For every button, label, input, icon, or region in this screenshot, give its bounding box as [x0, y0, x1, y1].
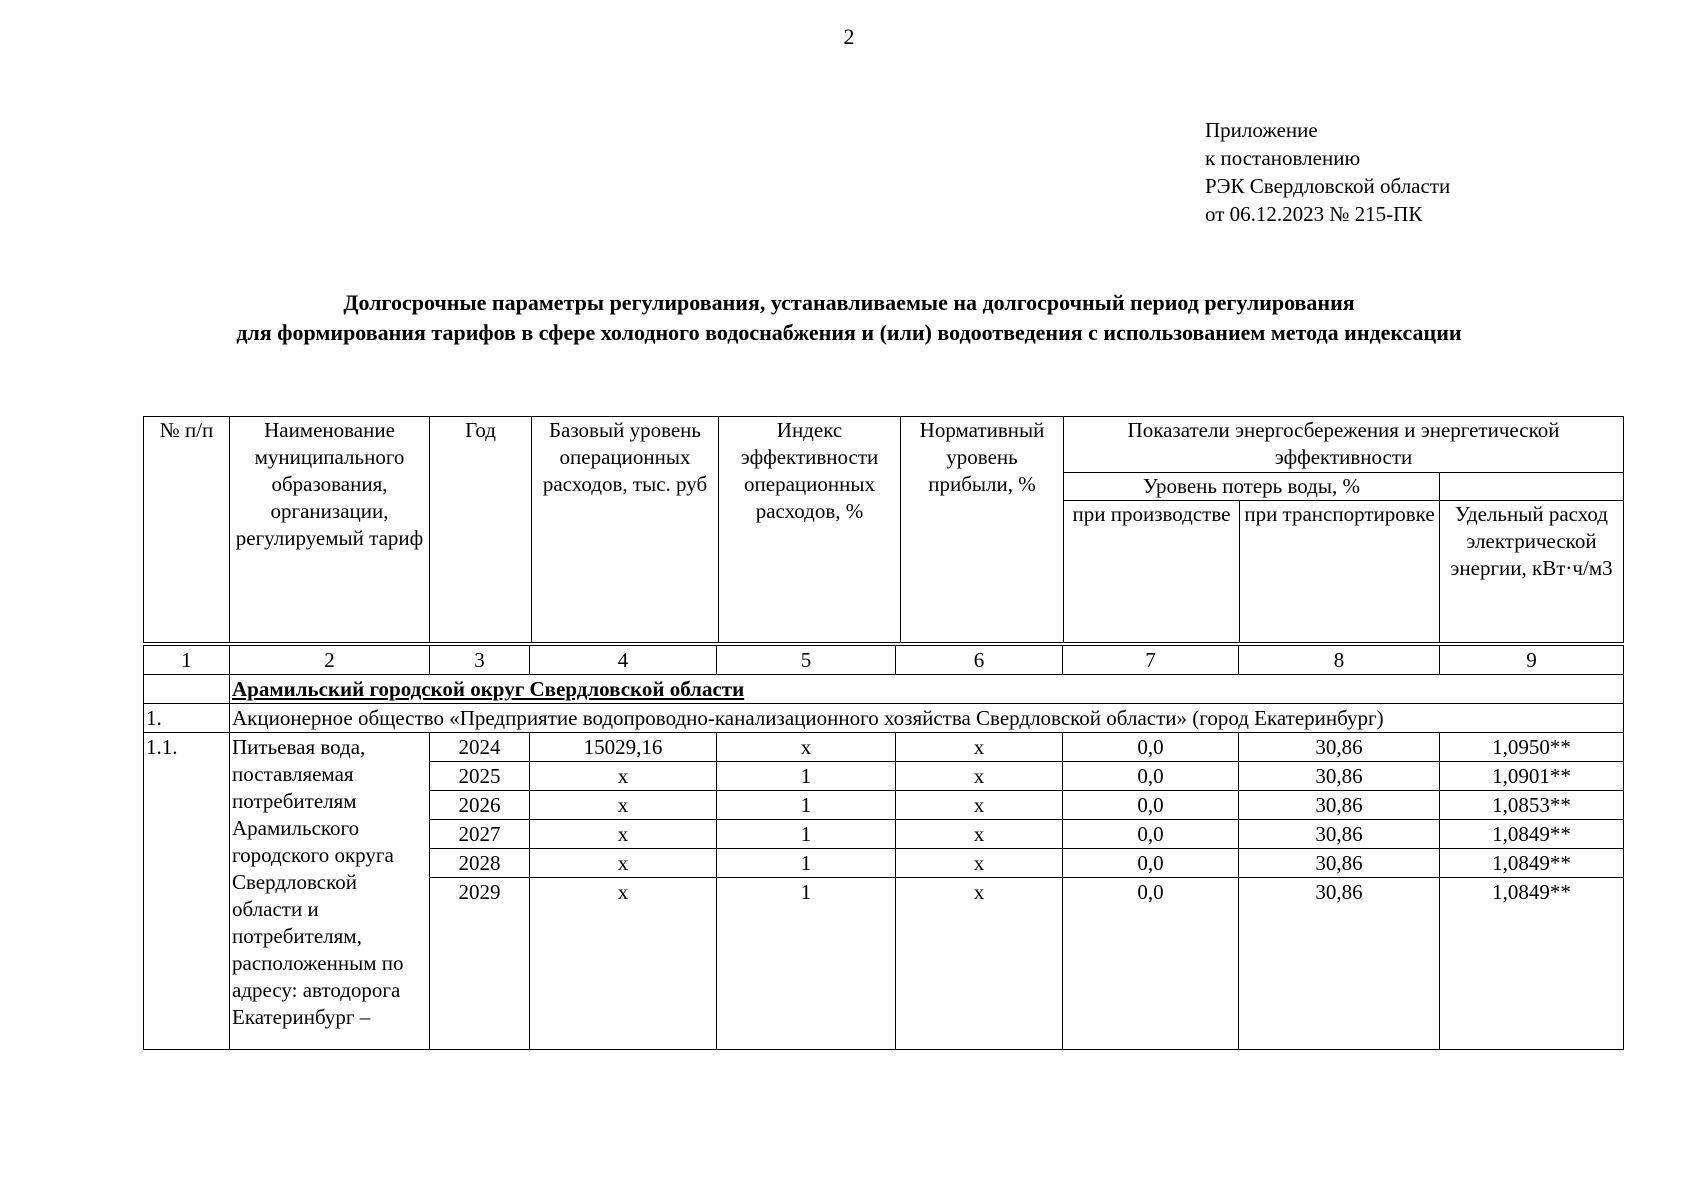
cell-index: 1: [717, 791, 896, 820]
cell-year: 2026: [430, 791, 530, 820]
column-number: 1: [144, 646, 230, 675]
header-name: Наименование муниципального образования, организации, регулируемый тариф: [230, 417, 430, 643]
cell-transport: 30,86: [1239, 733, 1440, 762]
header-transport: при транспортировке: [1240, 501, 1440, 643]
title-line: Долгосрочные параметры регулирования, устанавливаемые на долгосрочный период регулирования: [343, 290, 1355, 315]
column-number: 9: [1440, 646, 1624, 675]
municipality-name: Арамильский городской округ Свердловской области: [230, 675, 1624, 704]
organization-row: [144, 704, 1624, 733]
cell-index: 1: [717, 849, 896, 878]
cell-base: x: [530, 762, 717, 791]
cell-year: 2024: [430, 733, 530, 762]
header-empty: [1440, 473, 1624, 501]
cell-year: 2025: [430, 762, 530, 791]
cell-transport: 30,86: [1239, 820, 1440, 849]
cell-index: x: [717, 733, 896, 762]
cell-profit: x: [896, 733, 1063, 762]
header-base-opex: Базовый уровень операционных расходов, тыс. руб: [532, 417, 719, 643]
cell-electricity: 1,0853**: [1440, 791, 1624, 820]
document-title: [0, 288, 1698, 348]
organization-name: Акционерное общество «Предприятие водопроводно-канализационного хозяйства Свердловской области» (город Екатеринбург): [230, 704, 1624, 733]
cell-electricity: 1,0901**: [1440, 762, 1624, 791]
column-number: 7: [1063, 646, 1239, 675]
municipality-row: [144, 675, 1624, 704]
empty-cell: [144, 675, 230, 704]
appendix-line: от 06.12.2023 № 215-ПК: [1205, 202, 1423, 226]
cell-index: 1: [717, 820, 896, 849]
cell-base: 15029,16: [530, 733, 717, 762]
cell-transport: 30,86: [1239, 762, 1440, 791]
cell-index: 1: [717, 762, 896, 791]
cell-production: 0,0: [1063, 820, 1239, 849]
cell-base: x: [530, 849, 717, 878]
column-number: 5: [717, 646, 896, 675]
header-efficiency-index: Индекс эффективности операционных расходов, %: [719, 417, 901, 643]
cell-production: 0,0: [1063, 878, 1239, 1050]
cell-profit: x: [896, 791, 1063, 820]
cell-production: 0,0: [1063, 733, 1239, 762]
cell-profit: x: [896, 878, 1063, 1050]
cell-production: 0,0: [1063, 762, 1239, 791]
cell-transport: 30,86: [1239, 849, 1440, 878]
column-number: 3: [430, 646, 530, 675]
cell-profit: x: [896, 762, 1063, 791]
org-number: 1.: [144, 704, 230, 733]
cell-transport: 30,86: [1239, 878, 1440, 1050]
column-number: 4: [530, 646, 717, 675]
header-table: [143, 416, 1624, 643]
cell-production: 0,0: [1063, 849, 1239, 878]
title-line: для формирования тарифов в сфере холодного водоснабжения и (или) водоотведения с использованием метода индексации: [236, 320, 1462, 345]
cell-base: x: [530, 878, 717, 1050]
appendix-line: РЭК Свердловской области: [1205, 174, 1451, 198]
cell-year: 2027: [430, 820, 530, 849]
appendix-line: к постановлению: [1205, 146, 1361, 170]
column-number: 6: [896, 646, 1063, 675]
header-year: Год: [430, 417, 532, 643]
header-num: № п/п: [144, 417, 230, 643]
cell-transport: 30,86: [1239, 791, 1440, 820]
appendix-line: Приложение: [1205, 118, 1318, 142]
cell-electricity: 1,0950**: [1440, 733, 1624, 762]
item-number: 1.1.: [144, 733, 230, 1050]
column-number: 2: [230, 646, 430, 675]
cell-year: 2028: [430, 849, 530, 878]
header-electricity: Удельный расход электрической энергии, кВт·ч/м3: [1440, 501, 1624, 643]
cell-base: x: [530, 820, 717, 849]
cell-profit: x: [896, 849, 1063, 878]
cell-base: x: [530, 791, 717, 820]
header-energy-group: Показатели энергосбережения и энергетической эффективности: [1064, 417, 1624, 473]
item-name: Питьевая вода, поставляемая потребителям Арамильского городского округа Свердловской области и потребителям, расположенным по адресу: автодорога Екатеринбург –: [230, 733, 430, 1050]
table-row: [144, 733, 1624, 762]
column-number-row: [144, 646, 1624, 675]
cell-index: 1: [717, 878, 896, 1050]
cell-electricity: 1,0849**: [1440, 820, 1624, 849]
data-table: [143, 645, 1624, 1050]
column-number: 8: [1239, 646, 1440, 675]
cell-electricity: 1,0849**: [1440, 849, 1624, 878]
header-losses-group: Уровень потерь воды, %: [1064, 473, 1440, 501]
cell-year: 2029: [430, 878, 530, 1050]
cell-electricity: 1,0849**: [1440, 878, 1624, 1050]
page-number: 2: [843, 24, 855, 49]
header-profit: Нормативный уровень прибыли, %: [901, 417, 1064, 643]
header-production: при производстве: [1064, 501, 1240, 643]
cell-profit: x: [896, 820, 1063, 849]
appendix-block: [1205, 116, 1450, 228]
cell-production: 0,0: [1063, 791, 1239, 820]
